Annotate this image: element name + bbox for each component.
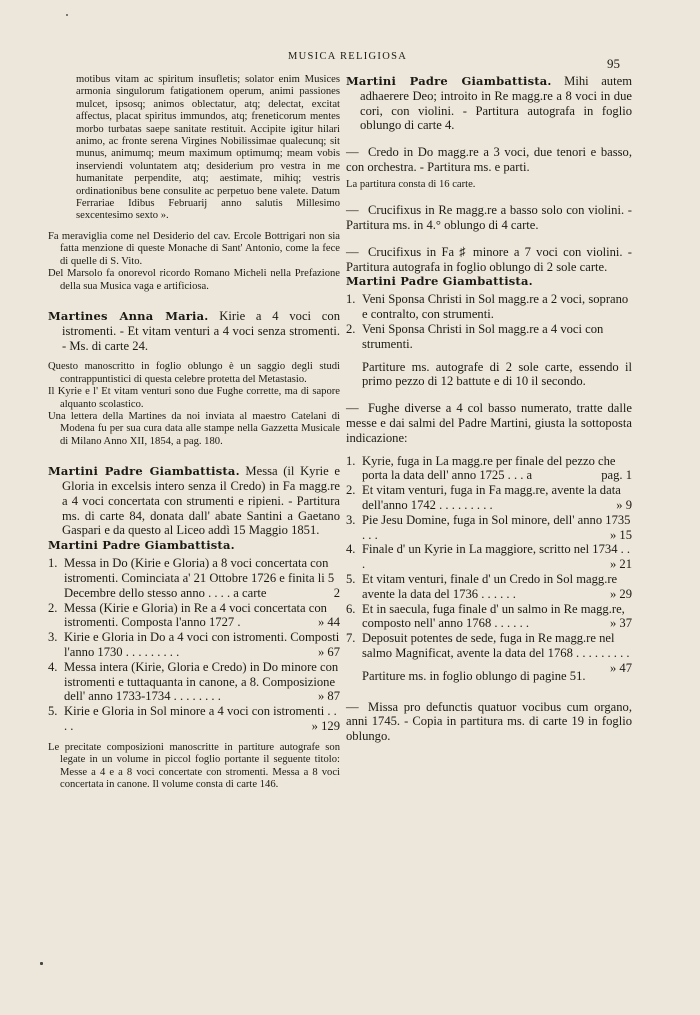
footnote: Questo manoscritto in foglio oblungo è un saggio degli studi contrappuntistici di questa celebre protetta del Metastasio. bbox=[48, 361, 340, 385]
list-item: 6. Et in saecula, fuga finale d' un salmo in Re magg.re, composto nell' anno 1768 . . . . . . » 37 bbox=[346, 601, 632, 631]
list-item: 1. Veni Sponsa Christi in Sol magg.re a 2 voci, soprano e contralto, con strumenti. bbox=[346, 292, 629, 322]
list-item: 2. Messa (Kirie e Gloria) in Re a 4 voci concertata con istromenti. Composta l'anno 1727 . » 44 bbox=[48, 600, 340, 630]
paragraph: Partiture ms. autografe di 2 sole carte, essendo il primo pezzo di 12 battute e di 10 il secondo. bbox=[362, 359, 632, 389]
ink-speck bbox=[66, 14, 68, 16]
list-item: 3. Pie Jesu Domine, fuga in Sol minore, dell' anno 1735 . . . » 15 bbox=[346, 512, 632, 542]
fughe-list bbox=[346, 453, 632, 675]
latin-quote: motibus vitam ac spiritum insufletis; solator enim Musices armonia singulorum fatigationem operum, animi passiones mulcet, ipsosq; animos oblectatur, atq; delectat, excitat affectus, placat spiritus immundos, atq; freneticorum mentes morbo turbatas saepe sanitate restituit. Accipite igitur hilari animo, ac fronte serena Virgines Nobilissimae qualecunq; sit munus, animumq; meum maximum optimumq; meam vobis inserviendi voluntatem atq; desiderium pro vestra in me humanitate perpendite, atq; aestimate, mihiq; vestris ordinationibus bene consulite ac perpetuo bene valete. Datum Ferrariae Idibus Februarij anno salutis Millesimo sexcentesimo sexto ». bbox=[76, 74, 340, 222]
page-number: 95 bbox=[607, 56, 620, 71]
footnote: Il Kyrie e l' Et vitam venturi sono due Fughe corrette, ma di sapore alquanto scolastico. bbox=[48, 386, 340, 410]
entry-crucifixus: — Crucifixus in Fa ♯ minore a 7 voci con violini. - Partitura autografa in foglio oblungo di 2 sole carte. bbox=[346, 244, 632, 274]
entry-author: Martini Padre Giambattista. bbox=[48, 464, 240, 479]
list-item: 7. Deposuit potentes de sede, fuga in Re magg.re nel salmo Magnificat, avente la data del 1768 . . . . . . . . . » 47 bbox=[346, 631, 632, 675]
entry-martini-introito bbox=[346, 74, 632, 133]
entry-text: Kirie a 4 voci con istromenti. - Et vitam venturi a 4 voci senza stromenti. - Ms. di carte 24. bbox=[62, 308, 340, 353]
entry-crucifixus: — Crucifixus in Re magg.re a basso solo con violini. - Partitura ms. in 4.° oblungo di 4 carte. bbox=[346, 203, 632, 232]
page-header bbox=[0, 48, 700, 71]
section-heading: Martini Padre Giambattista. bbox=[48, 538, 235, 553]
left-column bbox=[48, 74, 340, 791]
list-item: 4. Finale d' un Kyrie in La maggiore, scritto nel 1734 . . . » 21 bbox=[346, 542, 632, 572]
footnote: Le precitate composizioni manoscritte in partiture autografe son legate in un volume in piccol foglio portante il seguente titolo: Messe a 4 e a 8 voci concertate con stromenti. Messa a 8 voci concertata in canone. Il volume consta di carte 146. bbox=[48, 741, 340, 790]
running-head: MUSICA RELIGIOSA bbox=[288, 51, 408, 62]
entry-author: Martines Anna Maria. bbox=[48, 308, 209, 323]
paragraph: Partiture ms. in foglio oblungo di pagine 51. bbox=[362, 668, 586, 683]
entry-fughe: — Fughe diverse a 4 col basso numerato, tratte dalle messe e dai salmi del Padre Martini, giusta la sottoposta indicazione: bbox=[346, 401, 632, 445]
list-item: 2. Veni Sponsa Christi in Sol magg.re a 4 voci con strumenti. bbox=[346, 321, 604, 351]
list-item: 2. Et vitam venturi, fuga in Fa magg.re, avente la data dell'anno 1742 . . . . . . . . . » 9 bbox=[346, 483, 632, 512]
entry-martines bbox=[48, 309, 340, 353]
entry-martini-messa bbox=[48, 464, 340, 538]
footnote: Una lettera della Martines da noi inviata al maestro Catelani di Modena fu per sua cura data alle stampe nella Gazzetta Musicale di Milano Anno XII, 1854, a pag. 180. bbox=[48, 410, 340, 447]
list-item: 4. Messa intera (Kirie, Gloria e Credo) in Do minore con istromenti e tuttaquanta in canone, a 8. Composizione dell' anno 1733-1734 . . . . . . . . » 87 bbox=[48, 659, 340, 704]
list-item: 3. Kirie e Gloria in Do a 4 voci con istromenti. Composti l'anno 1730 . . . . . . . . . » 67 bbox=[48, 630, 340, 659]
entry-text: Messa (il Kyrie e Gloria in excelsis intero senza il Credo) in Fa magg.re a 4 voci concertata con strumenti e ripieni. - Partitura ms. di carte 84, donata dall' abate Santini a Gaetano Gaspari e da questo al Liceo addì 15 Maggio 1851. bbox=[62, 464, 340, 538]
list-item: 5. Et vitam venturi, finale d' un Credo in Sol magg.re avente la data del 1736 . . . . . . » 29 bbox=[346, 571, 632, 601]
ink-speck bbox=[40, 962, 43, 965]
right-column bbox=[346, 74, 632, 744]
footnote: Fa meraviglia come nel Desiderio del cav. Ercole Bottrigari non sia fatta menzione di queste Monache di Sant' Antonio, come la fece di quelle di S. Vito. bbox=[48, 230, 340, 267]
entry-credo: — Credo in Do magg.re a 3 voci, due tenori e basso, con orchestra. - Partitura ms. e parti. bbox=[346, 145, 632, 174]
list-item: 5. Kirie e Gloria in Sol minore a 4 voci con istromenti . . . . » 129 bbox=[48, 704, 340, 733]
footnote: Del Marsolo fa onorevol ricordo Romano Micheli nella Prefazione della sua Musica vaga e artificiosa. bbox=[48, 268, 340, 292]
mass-list bbox=[48, 556, 340, 734]
footnote: La partitura consta di 16 carte. bbox=[346, 178, 476, 190]
list-item: 1. Kyrie, fuga in La magg.re per finale del pezzo che porta la data dell' anno 1725 . . . a pag. 1 bbox=[346, 453, 632, 483]
entry-author: Martini Padre Giambattista. bbox=[346, 74, 552, 88]
veni-list bbox=[346, 292, 632, 351]
entry-text: Mihi autem adhaerere Deo; introito in Re magg.re a 8 voci in due cori, con violini. - Partitura autografa in foglio oblungo di carte 4. bbox=[360, 74, 632, 133]
entry-missa: — Missa pro defunctis quatuor vocibus cum organo, anni 1745. - Copia in partitura ms. di carte 19 in foglio oblungo. bbox=[346, 699, 632, 744]
section-heading: Martini Padre Giambattista. bbox=[346, 274, 533, 289]
list-item: 1. Messa in Do (Kirie e Gloria) a 8 voci concertata con istromenti. Cominciata a' 21 Ottobre 1726 e finita li 5 Decembre dello stesso anno . . . . a carte 2 bbox=[48, 556, 340, 600]
